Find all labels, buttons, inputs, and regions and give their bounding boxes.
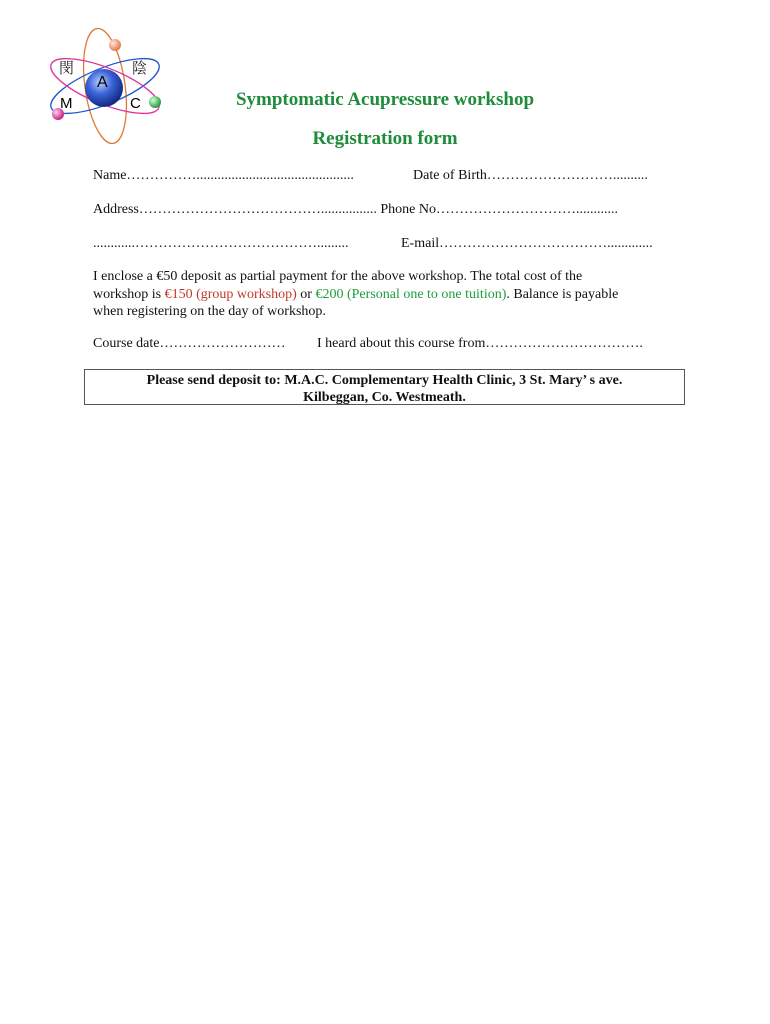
address-phone-field[interactable]: Address…………………………………................ Phone No…………………………............ (93, 202, 618, 217)
heard-from-field[interactable]: I heard about this course from……………………………. (317, 336, 643, 351)
workshop-title: Symptomatic Acupressure workshop (235, 89, 535, 110)
payment-line-1: I enclose a €50 deposit as partial payment for the above workshop. The total cost of the (93, 269, 583, 284)
logo-orange-ball (109, 39, 121, 51)
logo-letter-a: A (97, 74, 108, 91)
course-row (93, 336, 683, 352)
logo-glyph-right: 陰 (132, 59, 148, 77)
mac-logo (44, 26, 166, 144)
address-line2-field[interactable]: ............…………………………………......... (93, 236, 349, 251)
dob-field[interactable]: Date of Birth……………………….......... (413, 168, 648, 183)
address-phone-row (93, 202, 683, 218)
payment-line-3: when registering on the day of workshop. (93, 304, 326, 319)
personal-price: €200 (Personal one to one tuition) (315, 286, 507, 302)
payment-line-2: workshop is €150 (group workshop) or €200 (Personal one to one tuition). Balance is payable (93, 286, 619, 302)
course-date-field[interactable]: Course date……………………… (93, 336, 286, 351)
logo-letter-c: C (130, 95, 141, 112)
logo-letter-m: M (60, 95, 73, 112)
logo-glyph-left: 閔 (59, 59, 75, 77)
deposit-address-box (84, 369, 685, 405)
name-field[interactable]: Name……………............................................. (93, 168, 354, 183)
deposit-line-2: Kilbeggan, Co. Westmeath. (303, 390, 466, 405)
form-title: Registration form (312, 128, 458, 149)
name-dob-row (93, 168, 683, 184)
email-field[interactable]: E-mail………………………………............. (401, 236, 653, 251)
deposit-line-1: Please send deposit to: M.A.C. Complementary Health Clinic, 3 St. Mary’ s ave. (146, 373, 623, 388)
group-price: €150 (group workshop) (164, 286, 297, 302)
payment-paragraph (93, 268, 693, 321)
email-row (93, 236, 683, 252)
